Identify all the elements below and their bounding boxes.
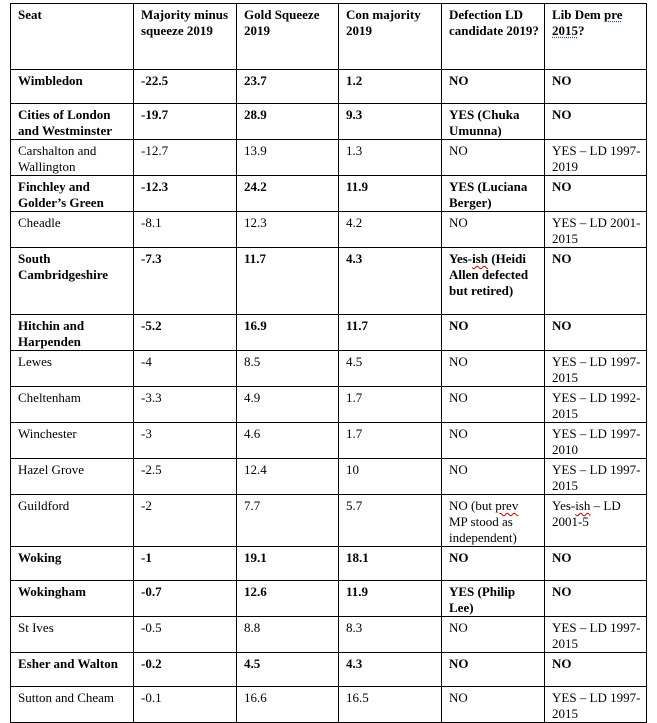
cell-defection: NO bbox=[442, 315, 545, 351]
cell-gold-squeeze: 19.1 bbox=[237, 547, 339, 581]
cell-majority-minus-squeeze: -0.1 bbox=[134, 687, 237, 723]
cell-gold-squeeze: 28.9 bbox=[237, 104, 339, 140]
cell-gold-squeeze: 4.9 bbox=[237, 387, 339, 423]
cell-seat: Hazel Grove bbox=[11, 459, 134, 495]
table-row bbox=[11, 459, 647, 495]
cell-lib-dem-pre-2015: NO bbox=[545, 176, 647, 212]
header-lib-dem-pre-2015 bbox=[545, 4, 647, 70]
cell-defection: NO bbox=[442, 351, 545, 387]
cell-defection: YES (Luciana Berger) bbox=[442, 176, 545, 212]
cell-majority-minus-squeeze: -2.5 bbox=[134, 459, 237, 495]
table-row bbox=[11, 495, 647, 547]
cell-lib-dem-pre-2015: NO bbox=[545, 547, 647, 581]
cell-seat: Winchester bbox=[11, 423, 134, 459]
cell-gold-squeeze: 13.9 bbox=[237, 140, 339, 176]
cell-con-majority: 9.3 bbox=[339, 104, 442, 140]
cell-majority-minus-squeeze: -0.5 bbox=[134, 617, 237, 653]
cell-defection: NO bbox=[442, 617, 545, 653]
cell-defection: NO (but prev MP stood as independent) bbox=[442, 495, 545, 547]
cell-seat: Esher and Walton bbox=[11, 653, 134, 687]
table-row bbox=[11, 104, 647, 140]
cell-gold-squeeze: 12.3 bbox=[237, 212, 339, 248]
header-defection: Defection LD candidate 2019? bbox=[442, 4, 545, 70]
cell-defection: NO bbox=[442, 140, 545, 176]
table-body bbox=[11, 70, 647, 723]
cell-lib-dem-pre-2015: YES – LD 1997-2015 bbox=[545, 687, 647, 723]
seats-table bbox=[10, 3, 647, 723]
cell-con-majority: 8.3 bbox=[339, 617, 442, 653]
cell-gold-squeeze: 12.4 bbox=[237, 459, 339, 495]
header-lib-dem-pre-2015-text: Lib Dem pre 2015? bbox=[552, 7, 623, 38]
table-row bbox=[11, 351, 647, 387]
cell-con-majority: 11.9 bbox=[339, 176, 442, 212]
table-row bbox=[11, 70, 647, 104]
cell-seat: Sutton and Cheam bbox=[11, 687, 134, 723]
cell-majority-minus-squeeze: -12.3 bbox=[134, 176, 237, 212]
cell-con-majority: 4.2 bbox=[339, 212, 442, 248]
cell-con-majority: 4.5 bbox=[339, 351, 442, 387]
cell-gold-squeeze: 12.6 bbox=[237, 581, 339, 617]
cell-defection: NO bbox=[442, 423, 545, 459]
cell-defection: NO bbox=[442, 70, 545, 104]
cell-defection: YES (Philip Lee) bbox=[442, 581, 545, 617]
cell-con-majority: 18.1 bbox=[339, 547, 442, 581]
cell-majority-minus-squeeze: -7.3 bbox=[134, 248, 237, 315]
cell-lib-dem-pre-2015: YES – LD 1997-2015 bbox=[545, 459, 647, 495]
table-row bbox=[11, 617, 647, 653]
cell-defection: NO bbox=[442, 687, 545, 723]
table-row bbox=[11, 315, 647, 351]
cell-majority-minus-squeeze: -5.2 bbox=[134, 315, 237, 351]
cell-defection: NO bbox=[442, 653, 545, 687]
table-row bbox=[11, 423, 647, 459]
cell-seat: Cheadle bbox=[11, 212, 134, 248]
cell-majority-minus-squeeze: -3 bbox=[134, 423, 237, 459]
table-row bbox=[11, 248, 647, 315]
cell-lib-dem-pre-2015: YES – LD 1997-2015 bbox=[545, 617, 647, 653]
header-gold-squeeze: Gold Squeeze 2019 bbox=[237, 4, 339, 70]
cell-seat: Finchley and Golder’s Green bbox=[11, 176, 134, 212]
cell-con-majority: 1.7 bbox=[339, 387, 442, 423]
cell-con-majority: 1.7 bbox=[339, 423, 442, 459]
cell-majority-minus-squeeze: -1 bbox=[134, 547, 237, 581]
cell-majority-minus-squeeze: -0.2 bbox=[134, 653, 237, 687]
cell-seat: St Ives bbox=[11, 617, 134, 653]
cell-lib-dem-pre-2015: YES – LD 2001-2015 bbox=[545, 212, 647, 248]
cell-con-majority: 1.2 bbox=[339, 70, 442, 104]
cell-gold-squeeze: 23.7 bbox=[237, 70, 339, 104]
cell-majority-minus-squeeze: -4 bbox=[134, 351, 237, 387]
cell-gold-squeeze: 4.6 bbox=[237, 423, 339, 459]
header-majority-minus-squeeze: Majority minus squeeze 2019 bbox=[134, 4, 237, 70]
header-con-majority: Con majority 2019 bbox=[339, 4, 442, 70]
cell-lib-dem-pre-2015: NO bbox=[545, 104, 647, 140]
cell-seat: Cheltenham bbox=[11, 387, 134, 423]
cell-defection: NO bbox=[442, 212, 545, 248]
cell-gold-squeeze: 7.7 bbox=[237, 495, 339, 547]
cell-lib-dem-pre-2015: NO bbox=[545, 70, 647, 104]
cell-majority-minus-squeeze: -2 bbox=[134, 495, 237, 547]
cell-gold-squeeze: 16.6 bbox=[237, 687, 339, 723]
cell-seat: Woking bbox=[11, 547, 134, 581]
cell-lib-dem-pre-2015: Yes-ish – LD 2001-5 bbox=[545, 495, 647, 547]
cell-seat: Lewes bbox=[11, 351, 134, 387]
cell-con-majority: 11.9 bbox=[339, 581, 442, 617]
cell-majority-minus-squeeze: -8.1 bbox=[134, 212, 237, 248]
table-row bbox=[11, 581, 647, 617]
table-row bbox=[11, 140, 647, 176]
cell-defection: NO bbox=[442, 387, 545, 423]
cell-majority-minus-squeeze: -3.3 bbox=[134, 387, 237, 423]
cell-gold-squeeze: 8.8 bbox=[237, 617, 339, 653]
header-row bbox=[11, 4, 647, 70]
cell-seat: Guildford bbox=[11, 495, 134, 547]
cell-majority-minus-squeeze: -12.7 bbox=[134, 140, 237, 176]
cell-seat: Cities of London and Westminster bbox=[11, 104, 134, 140]
cell-majority-minus-squeeze: -0.7 bbox=[134, 581, 237, 617]
cell-lib-dem-pre-2015: NO bbox=[545, 653, 647, 687]
cell-seat: Wimbledon bbox=[11, 70, 134, 104]
cell-gold-squeeze: 11.7 bbox=[237, 248, 339, 315]
cell-defection: YES (Chuka Umunna) bbox=[442, 104, 545, 140]
cell-con-majority: 1.3 bbox=[339, 140, 442, 176]
header-seat: Seat bbox=[11, 4, 134, 70]
cell-lib-dem-pre-2015: YES – LD 1997-2010 bbox=[545, 423, 647, 459]
cell-defection: Yes-ish (Heidi Allen defected but retired) bbox=[442, 248, 545, 315]
cell-defection: NO bbox=[442, 459, 545, 495]
cell-gold-squeeze: 24.2 bbox=[237, 176, 339, 212]
table-row bbox=[11, 387, 647, 423]
cell-gold-squeeze: 4.5 bbox=[237, 653, 339, 687]
cell-majority-minus-squeeze: -22.5 bbox=[134, 70, 237, 104]
cell-lib-dem-pre-2015: YES – LD 1992-2015 bbox=[545, 387, 647, 423]
cell-lib-dem-pre-2015: YES – LD 1997-2019 bbox=[545, 140, 647, 176]
table-row bbox=[11, 212, 647, 248]
cell-majority-minus-squeeze: -19.7 bbox=[134, 104, 237, 140]
cell-con-majority: 11.7 bbox=[339, 315, 442, 351]
cell-lib-dem-pre-2015: NO bbox=[545, 315, 647, 351]
cell-con-majority: 4.3 bbox=[339, 653, 442, 687]
cell-seat: South Cambridgeshire bbox=[11, 248, 134, 315]
cell-defection: NO bbox=[442, 547, 545, 581]
cell-lib-dem-pre-2015: YES – LD 1997-2015 bbox=[545, 351, 647, 387]
table-row bbox=[11, 687, 647, 723]
cell-seat: Carshalton and Wallington bbox=[11, 140, 134, 176]
cell-seat: Wokingham bbox=[11, 581, 134, 617]
table-row bbox=[11, 176, 647, 212]
cell-con-majority: 16.5 bbox=[339, 687, 442, 723]
table-row bbox=[11, 547, 647, 581]
cell-seat: Hitchin and Harpenden bbox=[11, 315, 134, 351]
cell-con-majority: 10 bbox=[339, 459, 442, 495]
cell-gold-squeeze: 8.5 bbox=[237, 351, 339, 387]
cell-gold-squeeze: 16.9 bbox=[237, 315, 339, 351]
cell-con-majority: 5.7 bbox=[339, 495, 442, 547]
cell-lib-dem-pre-2015: NO bbox=[545, 581, 647, 617]
table-row bbox=[11, 653, 647, 687]
cell-lib-dem-pre-2015: NO bbox=[545, 248, 647, 315]
cell-con-majority: 4.3 bbox=[339, 248, 442, 315]
